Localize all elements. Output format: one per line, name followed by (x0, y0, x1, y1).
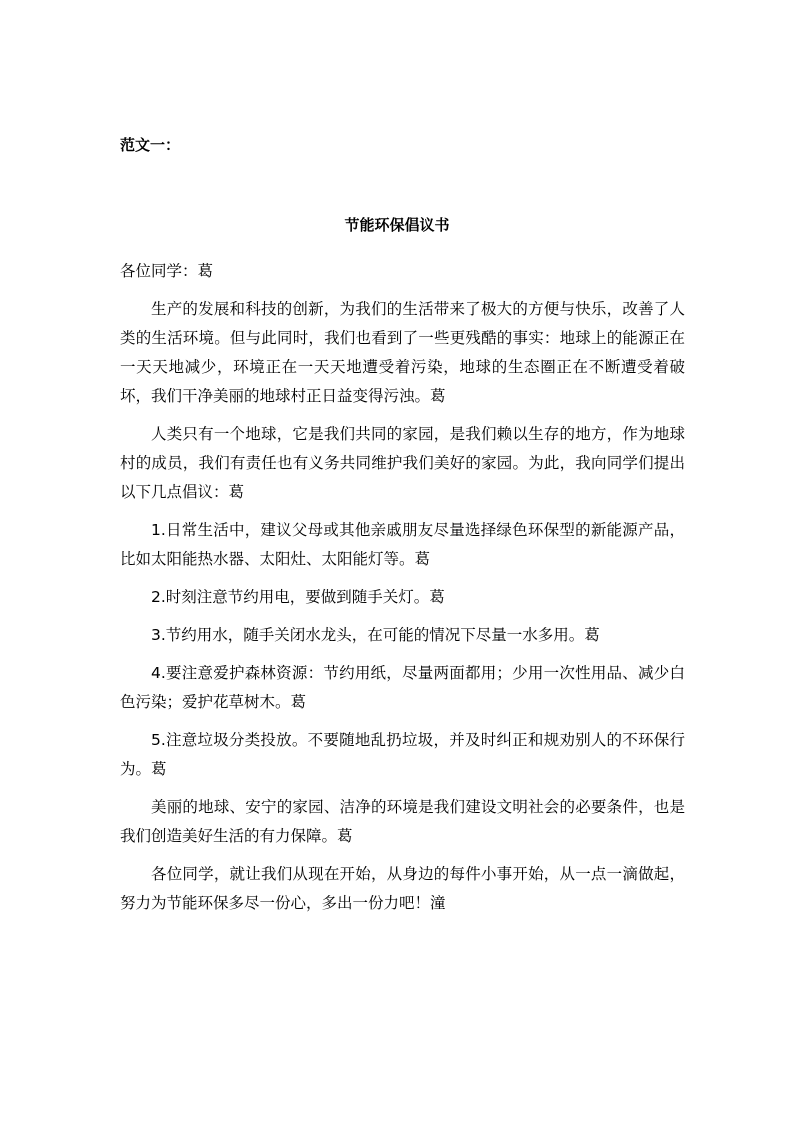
paragraph-conclusion: 美丽的地球、安宁的家园、洁净的环境是我们建设文明社会的必要条件，也是我们创造美好生活的有力保障。葛 (120, 798, 685, 845)
paragraph-closing: 各位同学，就让我们从现在开始，从身边的每件小事开始，从一点一滴做起，努力为节能环保多尽一份心，多出一份力吧！潼 (120, 865, 685, 912)
document-body (120, 257, 685, 927)
section-label: 范文一： (120, 136, 181, 154)
document-title: 节能环保倡议书 (344, 216, 450, 234)
greeting: 各位同学：葛 (120, 262, 214, 280)
proposal-item-4: 4.要注意爱护森林资源：节约用纸，尽量两面都用；少用一次性用品、减少白色污染；爱护花草树木。葛 (120, 664, 685, 711)
paragraph-intro: 生产的发展和科技的创新，为我们的生活带来了极大的方便与快乐，改善了人类的生活环境。但与此同时，我们也看到了一些更残酷的事实：地球上的能源正在一天天地减少，环境正在一天天地遭受着污染，地球的生态圈正在不断遭受着破坏，我们干净美丽的地球村正日益变得污浊。葛 (120, 300, 685, 405)
proposal-item-2: 2.时刻注意节约用电，要做到随手关灯。葛 (151, 588, 445, 606)
paragraph-earth: 人类只有一个地球，它是我们共同的家园，是我们赖以生存的地方，作为地球村的成员，我们有责任也有义务共同维护我们美好的家园。为此，我向同学们提出以下几点倡议：葛 (120, 425, 685, 501)
proposal-item-1: 1.日常生活中，建议父母或其他亲戚朋友尽量选择绿色环保型的新能源产品，比如太阳能热水器、太阳灶、太阳能灯等。葛 (120, 521, 685, 568)
proposal-item-3: 3.节约用水，随手关闭水龙头，在可能的情况下尽量一水多用。葛 (151, 626, 600, 644)
proposal-item-5: 5.注意垃圾分类投放。不要随地乱扔垃圾，并及时纠正和规劝别人的不环保行为。葛 (120, 731, 685, 778)
